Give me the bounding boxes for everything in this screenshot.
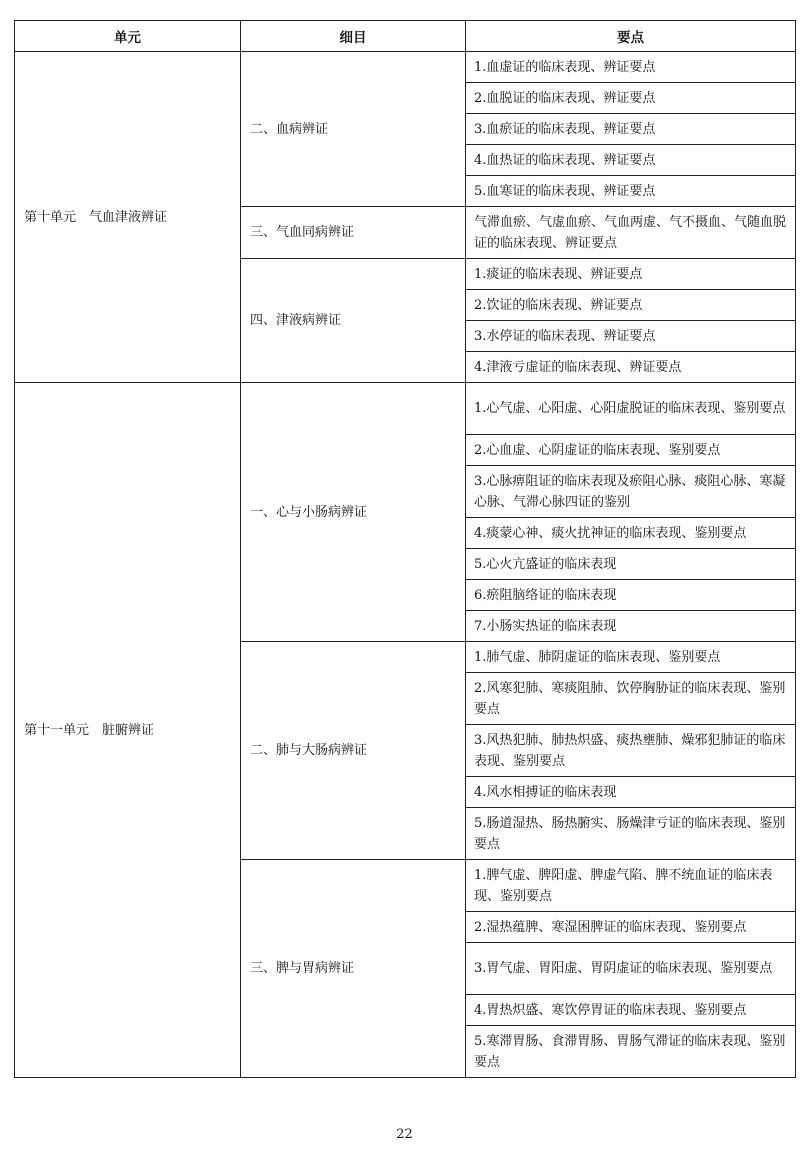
point-cell: 气滞血瘀、气虚血瘀、气血两虚、气不摄血、气随血脱证的临床表现、辨证要点	[466, 207, 796, 259]
point-cell: 1.血虚证的临床表现、辨证要点	[466, 52, 796, 83]
point-cell: 3.风热犯肺、肺热炽盛、痰热壅肺、燥邪犯肺证的临床表现、鉴别要点	[466, 725, 796, 777]
point-cell: 5.寒滞胃肠、食滞胃肠、胃肠气滞证的临床表现、鉴别要点	[466, 1026, 796, 1078]
syllabus-table	[14, 20, 796, 1078]
point-cell: 5.肠道湿热、肠热腑实、肠燥津亏证的临床表现、鉴别要点	[466, 808, 796, 860]
table-row	[15, 383, 796, 435]
point-cell: 3.胃气虚、胃阳虚、胃阴虚证的临床表现、鉴别要点	[466, 943, 796, 995]
point-cell: 1.心气虚、心阳虚、心阳虚脱证的临床表现、鉴别要点	[466, 383, 796, 435]
header-unit: 单元	[15, 21, 241, 52]
point-cell: 2.湿热蕴脾、寒湿困脾证的临床表现、鉴别要点	[466, 912, 796, 943]
point-cell: 1.痰证的临床表现、辨证要点	[466, 259, 796, 290]
point-cell: 4.津液亏虚证的临床表现、辨证要点	[466, 352, 796, 383]
point-cell: 2.饮证的临床表现、辨证要点	[466, 290, 796, 321]
point-cell: 1.肺气虚、肺阴虚证的临床表现、鉴别要点	[466, 642, 796, 673]
point-cell: 3.水停证的临床表现、辨证要点	[466, 321, 796, 352]
page-number: 22	[396, 1127, 413, 1142]
point-cell: 2.血脱证的临床表现、辨证要点	[466, 83, 796, 114]
point-cell: 3.血瘀证的临床表现、辨证要点	[466, 114, 796, 145]
point-cell: 4.痰蒙心神、痰火扰神证的临床表现、鉴别要点	[466, 518, 796, 549]
header-points: 要点	[466, 21, 796, 52]
point-cell: 2.心血虚、心阴虚证的临床表现、鉴别要点	[466, 435, 796, 466]
point-cell: 6.瘀阻脑络证的临床表现	[466, 580, 796, 611]
point-cell: 5.血寒证的临床表现、辨证要点	[466, 176, 796, 207]
point-cell: 4.风水相搏证的临床表现	[466, 777, 796, 808]
point-cell: 1.脾气虚、脾阳虚、脾虚气陷、脾不统血证的临床表现、鉴别要点	[466, 860, 796, 912]
point-cell: 4.血热证的临床表现、辨证要点	[466, 145, 796, 176]
unit-cell: 第十一单元 脏腑辨证	[15, 383, 241, 1078]
subitem-cell: 一、心与小肠病辨证	[241, 383, 466, 642]
point-cell: 7.小肠实热证的临床表现	[466, 611, 796, 642]
subitem-cell: 二、血病辨证	[241, 52, 466, 207]
point-cell: 4.胃热炽盛、寒饮停胃证的临床表现、鉴别要点	[466, 995, 796, 1026]
subitem-cell: 二、肺与大肠病辨证	[241, 642, 466, 860]
subitem-cell: 三、脾与胃病辨证	[241, 860, 466, 1078]
header-row	[15, 21, 796, 52]
unit-cell: 第十单元 气血津液辨证	[15, 52, 241, 383]
table-row	[15, 52, 796, 83]
point-cell: 5.心火亢盛证的临床表现	[466, 549, 796, 580]
subitem-cell: 四、津液病辨证	[241, 259, 466, 383]
point-cell: 3.心脉痹阻证的临床表现及瘀阻心脉、痰阻心脉、寒凝心脉、气滞心脉四证的鉴别	[466, 466, 796, 518]
subitem-cell: 三、气血同病辨证	[241, 207, 466, 259]
header-subitem: 细目	[241, 21, 466, 52]
point-cell: 2.风寒犯肺、寒痰阻肺、饮停胸胁证的临床表现、鉴别要点	[466, 673, 796, 725]
